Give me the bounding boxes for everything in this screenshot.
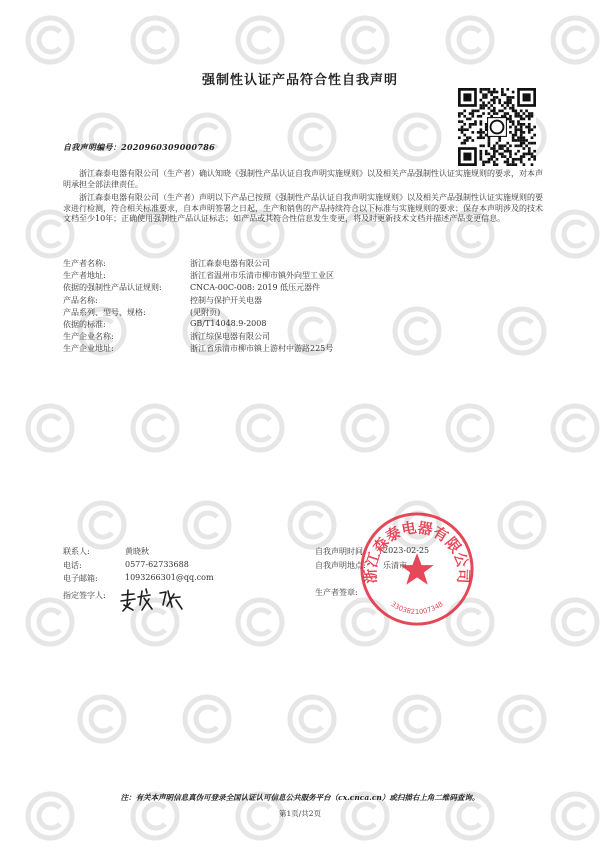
svg-text:浙江森泰电器有限公司: 浙江森泰电器有限公司 bbox=[362, 519, 472, 584]
footnote: 注：有关本声明信息真伪可登录全国认证认可信息公共服务平台（cx.cnca.cn）或扫描右上角二维码查询。 bbox=[120, 793, 480, 802]
watermark-emblem bbox=[343, 18, 387, 62]
info-row-certification-rule bbox=[63, 282, 533, 294]
info-value: (见附页) bbox=[190, 307, 221, 317]
handwritten-signature bbox=[116, 585, 186, 613]
watermark-emblem bbox=[80, 503, 124, 547]
declaration-place-value: 乐清市 bbox=[383, 560, 407, 570]
statement-paragraph-1: 浙江森泰电器有限公司（生产者）确认知晓《强制性产品认证自我声明实施规则》以及相关产品强制性认证实施规则的要求，对本声明承担全部法律责任。 bbox=[63, 169, 543, 189]
contact-phone-row bbox=[63, 560, 283, 574]
watermark-emblem bbox=[448, 406, 492, 450]
info-row-factory-address bbox=[63, 343, 533, 355]
info-value: 浙江省乐清市柳市镇上游村中游路225号 bbox=[190, 344, 334, 354]
contact-label: 电子邮箱: bbox=[63, 574, 98, 583]
contact-label: 电话: bbox=[63, 560, 82, 570]
declaration-place-label: 自我声明地点: bbox=[315, 560, 366, 570]
producer-seal-label: 生产者签章: bbox=[315, 588, 358, 597]
contact-person-row bbox=[63, 546, 283, 560]
info-value: 控制与保护开关电器 bbox=[190, 295, 262, 305]
info-label: 依据的强制性产品认证规则: bbox=[63, 283, 162, 293]
info-label: 依据的标准: bbox=[63, 319, 106, 329]
watermark-emblem bbox=[185, 697, 229, 741]
watermark-emblem bbox=[28, 600, 72, 644]
info-label: 生产者名称: bbox=[63, 259, 106, 268]
watermark-emblem bbox=[448, 18, 492, 62]
watermark-emblem bbox=[28, 18, 72, 62]
watermark-emblem bbox=[290, 503, 334, 547]
company-seal bbox=[358, 510, 476, 628]
page-number: 第1页/共2页 bbox=[278, 809, 322, 818]
watermark-emblem bbox=[133, 406, 177, 450]
info-value: GB/T14048.9-2008 bbox=[190, 318, 267, 328]
info-row-product-models bbox=[63, 307, 533, 319]
watermark-emblem bbox=[553, 600, 597, 644]
watermark-emblem bbox=[553, 406, 597, 450]
watermark-emblem bbox=[80, 697, 124, 741]
watermark-emblem bbox=[133, 18, 177, 62]
qr-code[interactable] bbox=[458, 88, 536, 166]
info-value: 浙江森泰电器有限公司 bbox=[190, 259, 270, 268]
watermark-emblem bbox=[553, 212, 597, 256]
info-row-producer-name bbox=[63, 258, 533, 270]
watermark-emblem bbox=[500, 503, 544, 547]
statement-paragraph-2: 浙江森泰电器有限公司（生产者）声明以下产品已按照《强制性产品认证自我声明实施规则》以及相关产品强制性认证实施规则的要求进行检测，符合相关标准要求，自本声明签署之日起，生产和销售的产品持续符合以下标准与实施规则的要求；保存本声明涉及的技术文档至少10年；正确使用强制性产品认证标志；如产品或其符合性信息发生变更，将及时更新技术文档并描述产品变更信息。 bbox=[63, 193, 543, 223]
info-label: 产品系列、型号、规格: bbox=[63, 307, 146, 317]
info-value: 浙江省温州市乐清市柳市镇外向型工业区 bbox=[190, 271, 334, 281]
declaration-number-label: 自我声明编号： bbox=[63, 142, 122, 152]
svg-text:3303821007348: 3303821007348 bbox=[389, 600, 445, 617]
declaration-number-value: 2020960309000786 bbox=[121, 142, 215, 152]
page-title: 强制性认证产品符合性自我声明 bbox=[201, 73, 398, 88]
watermark-emblem bbox=[395, 115, 439, 159]
watermark-emblem bbox=[395, 697, 439, 741]
contact-label: 联系人: bbox=[63, 547, 90, 556]
declaration-date-value: 2023-02-25 bbox=[383, 546, 430, 555]
info-row-factory-name bbox=[63, 331, 533, 343]
info-label: 生产者地址: bbox=[63, 271, 106, 281]
designated-signer-label: 指定签字人: bbox=[63, 591, 106, 600]
info-label: 生产企业地址: bbox=[63, 344, 114, 354]
watermark-emblem bbox=[238, 600, 282, 644]
watermark-emblem bbox=[28, 406, 72, 450]
watermark-emblem bbox=[553, 18, 597, 62]
watermark-emblem bbox=[238, 18, 282, 62]
watermark-emblem bbox=[290, 697, 334, 741]
watermark-emblem bbox=[500, 697, 544, 741]
declaration-number bbox=[63, 142, 215, 153]
contact-info bbox=[63, 546, 283, 587]
info-label: 产品名称: bbox=[63, 295, 98, 305]
contact-value: 1093266301@qq.com bbox=[125, 573, 214, 582]
info-row-product-name bbox=[63, 295, 533, 307]
watermark-emblem bbox=[290, 115, 334, 159]
contact-value: 0577-62733688 bbox=[125, 559, 189, 569]
info-row-producer-address bbox=[63, 270, 533, 282]
watermark-emblem bbox=[185, 503, 229, 547]
declaration-date-label: 自我声明时间: bbox=[315, 547, 366, 556]
contact-value: 黄晓秋 bbox=[125, 547, 149, 556]
watermark-emblem bbox=[238, 406, 282, 450]
watermark-emblem bbox=[343, 406, 387, 450]
info-label: 生产企业名称: bbox=[63, 332, 114, 342]
info-value: CNCA-00C-008: 2019 低压元器件 bbox=[190, 283, 321, 293]
info-row-standard bbox=[63, 319, 533, 331]
product-info-list bbox=[63, 258, 533, 356]
info-value: 浙江综保电器有限公司 bbox=[190, 332, 270, 342]
